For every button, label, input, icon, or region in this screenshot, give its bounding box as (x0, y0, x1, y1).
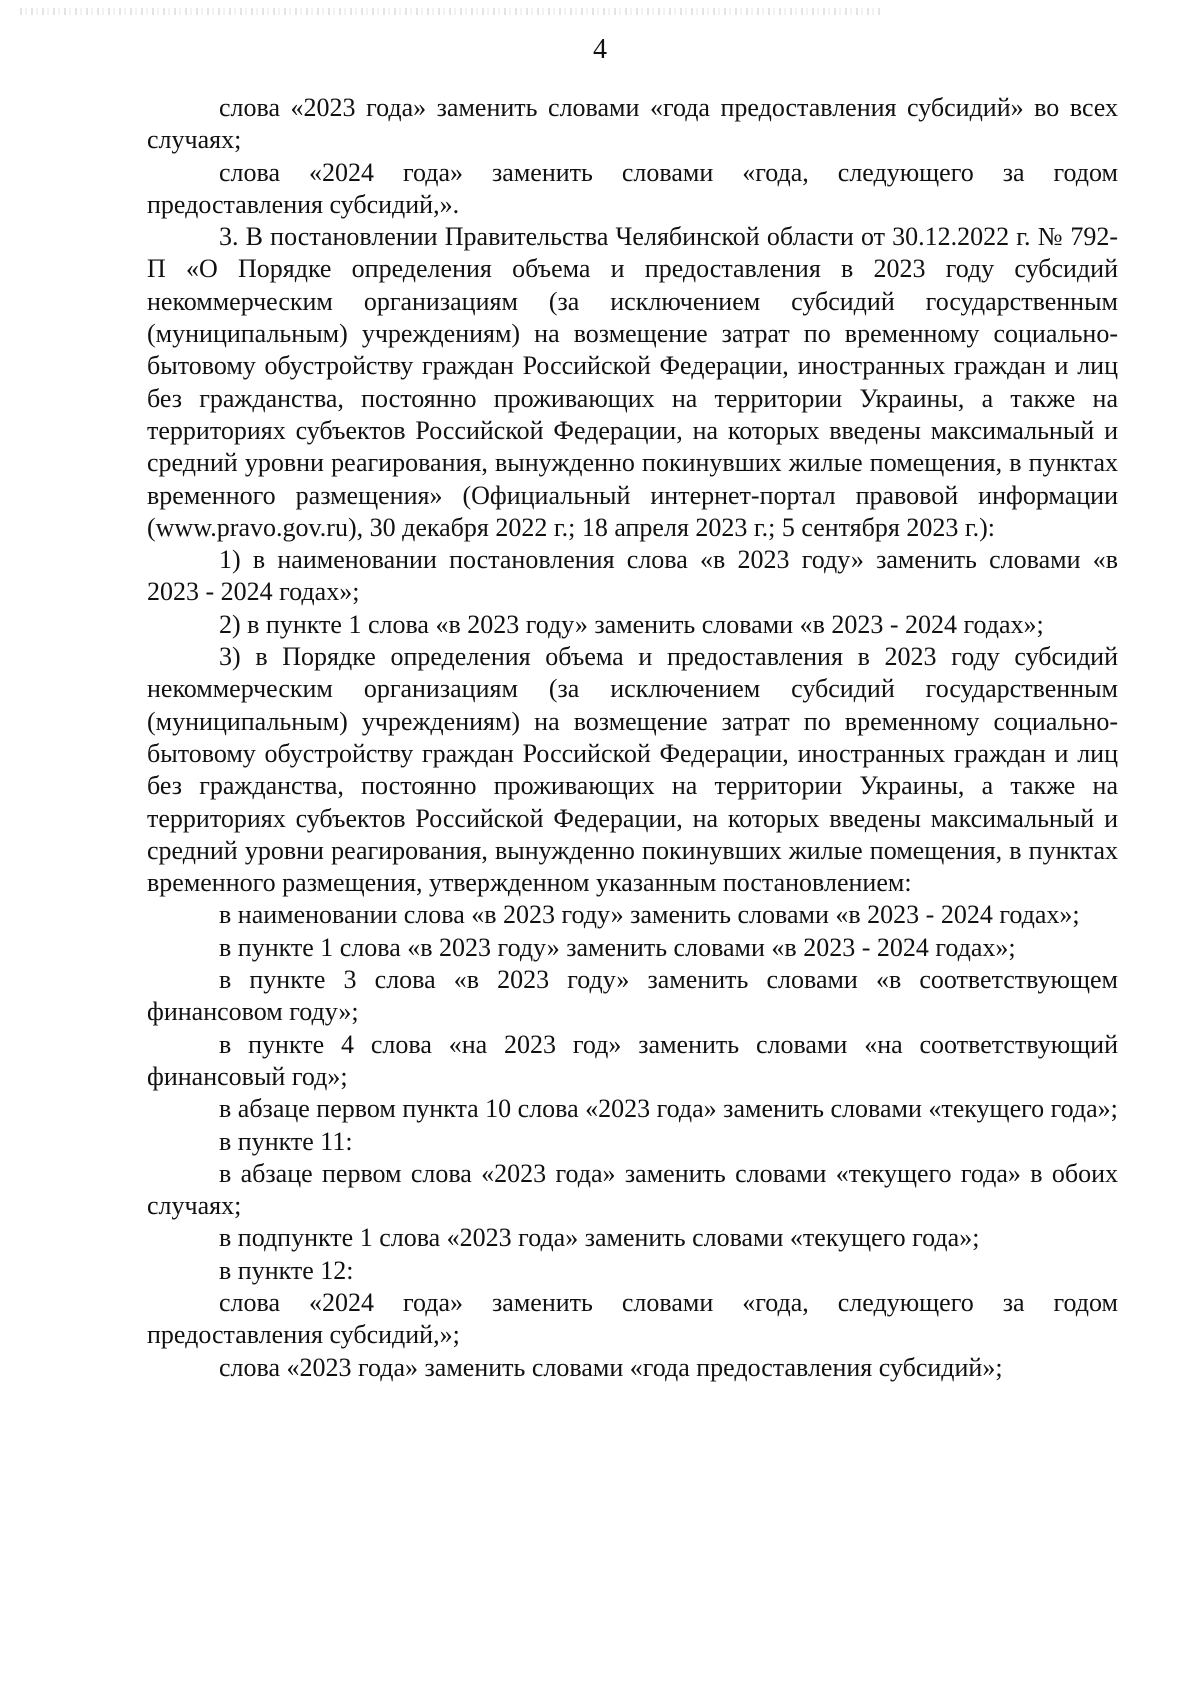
scan-artifact (20, 8, 880, 15)
paragraph: в пункте 12: (219, 1255, 354, 1285)
paragraph: в подпункте 1 слова «2023 года» заменить словами «текущего года»; (219, 1223, 980, 1253)
paragraph: 3. В постановлении Правительства Челябинской области от 30.12.2022 г. № 792-П «О Порядке определения объема и предоставления в 2023 году субсидий некоммерческим организациям (за исключением субсидий государственным (муниципальным) учреждениям) на возмещение затрат по временному социально-бытовому обустройству граждан Российской Федерации, иностранных граждан и лиц без гражданства, постоянно проживающих на территории Украины, а также на территориях субъектов Российской Федерации, на которых введены максимальный и средний уровни реагирования, вынужденно покинувших жилые помещения, в пунктах временного размещения» (Официальный интернет-портал правовой информации (www.pravo.gov.ru), 30 декабря 2022 г.; 18 апреля 2023 г.; 5 сентября 2023 г.): (147, 222, 1118, 542)
paragraph: слова «2024 года» заменить словами «года, следующего за годом предоставления субсидий,». (147, 157, 1118, 219)
paragraph: в пункте 3 слова «в 2023 году» заменить словами «в соответствующем финансовом году»; (147, 965, 1118, 1027)
paragraph: 2) в пункте 1 слова «в 2023 году» заменить словами «в 2023 - 2024 годах»; (219, 609, 1044, 639)
paragraph: слова «2023 года» заменить словами «года предоставления субсидий»; (219, 1352, 1003, 1382)
paragraph: 1) в наименовании постановления слова «в 2023 году» заменить словами «в 2023 - 2024 годах»; (147, 545, 1118, 607)
paragraph: слова «2023 года» заменить словами «года предоставления субсидий» во всех случаях; (147, 93, 1118, 155)
page-number: 4 (593, 34, 607, 65)
paragraph: в абзаце первом пункта 10 слова «2023 года» заменить словами «текущего года»; (219, 1094, 1118, 1124)
paragraph: в пункте 4 слова «на 2023 год» заменить словами «на соответствующий финансовый год»; (147, 1029, 1118, 1091)
paragraph: в наименовании слова «в 2023 году» заменить словами «в 2023 - 2024 годах»; (219, 900, 1080, 930)
paragraph: 3) в Порядке определения объема и предоставления в 2023 году субсидий некоммерческим организациям (за исключением субсидий государственным (муниципальным) учреждениям) на возмещение затрат по временному социально-бытовому обустройству граждан Российской Федерации, иностранных граждан и лиц без гражданства, постоянно проживающих на территории Украины, а также на территориях субъектов Российской Федерации, на которых введены максимальный и средний уровни реагирования, вынужденно покинувших жилые помещения, в пунктах временного размещения, утвержденном указанным постановлением: (147, 642, 1118, 898)
paragraph: слова «2024 года» заменить словами «года, следующего за годом предоставления субсидий,»; (147, 1287, 1118, 1350)
paragraph: в пункте 1 слова «в 2023 году» заменить словами «в 2023 - 2024 годах»; (219, 932, 1016, 962)
paragraph: в абзаце первом слова «2023 года» заменить словами «текущего года» в обоих случаях; (147, 1158, 1118, 1221)
document-body (147, 92, 1118, 1384)
paragraph: в пункте 11: (219, 1126, 353, 1156)
